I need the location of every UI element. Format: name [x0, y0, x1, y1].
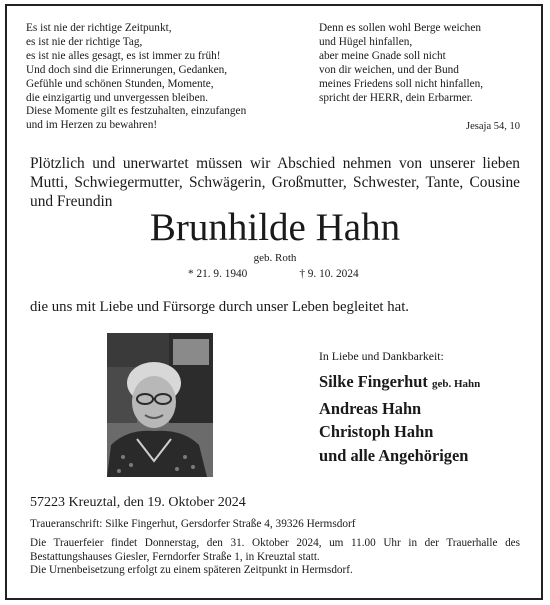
poem-line: es ist nie alles gesagt, es ist immer zu früh!: [26, 49, 221, 62]
life-dates: [188, 268, 359, 280]
verse-line: Denn es sollen wohl Berge weichen: [319, 22, 481, 34]
maiden-name: geb. Roth: [253, 252, 297, 264]
service-line: Die Urnenbeisetzung erfolgt zu einem späteren Zeitpunkt in Hermsdorf.: [30, 564, 353, 577]
verse-line: meines Friedens soll nicht hinfallen,: [319, 77, 484, 90]
intro-text: [30, 154, 520, 211]
poem-line: Es ist nie der richtige Zeitpunkt,: [26, 22, 172, 34]
mourner: und alle Angehörigen: [319, 445, 469, 465]
birth-date: * 21. 9. 1940: [188, 268, 248, 280]
verse-line: aber meine Gnade soll nicht: [319, 49, 446, 62]
bible-verse: [319, 22, 483, 105]
death-date: † 9. 10. 2024: [299, 268, 359, 280]
mourner-nee: geb. Hahn: [431, 378, 481, 390]
tribute-line: die uns mit Liebe und Fürsorge durch unser Leben begleitet hat.: [30, 299, 410, 315]
mourner-name: Silke Fingerhut: [319, 372, 428, 391]
mourner: Andreas Hahn: [319, 398, 422, 418]
intro-line: Plötzlich und unerwartet müssen wir Abschied nehmen von unserer lieben: [30, 155, 520, 172]
poem-line: es ist nie der richtige Tag,: [26, 35, 143, 48]
poem-left: [26, 22, 246, 133]
mourners-list: [319, 370, 480, 467]
service-info: [30, 537, 520, 578]
place-date: 57223 Kreuztal, den 19. Oktober 2024: [30, 495, 246, 510]
verse-line: spricht der HERR, dein Erbarmer.: [319, 91, 473, 104]
mourning-address: Traueranschrift: Silke Fingerhut, Gersdorfer Straße 4, 39326 Hermsdorf: [30, 518, 356, 530]
thanks-intro: In Liebe und Dankbarkeit:: [319, 349, 444, 363]
verse-line: von dir weichen, und der Bund: [319, 63, 459, 76]
poem-line: die einzigartig und unvergessen bleiben.: [26, 91, 209, 104]
intro-line: und Freundin: [30, 193, 113, 210]
service-line: Die Trauerfeier findet Donnerstag, den 31. Oktober 2024, um 11.00 Uhr in der Trauerhalle des: [30, 537, 520, 549]
portrait-photo: [107, 333, 213, 477]
mourner: Christoph Hahn: [319, 422, 434, 441]
verse-reference: Jesaja 54, 10: [466, 121, 520, 132]
mourner: [319, 370, 480, 397]
service-line: Bestattungshauses Giesler, Ferndorfer Straße 1, in Kreuztal statt.: [30, 550, 320, 563]
verse-line: und Hügel hinfallen,: [319, 35, 413, 48]
poem-line: Gefühle und schönen Stunden, Momente,: [26, 77, 214, 90]
poem-line: Diese Momente gilt es festzuhalten, einzufangen: [26, 105, 247, 118]
intro-line: Mutti, Schwiegermutter, Schwägerin, Großmutter, Schwester, Tante, Cousine: [30, 174, 520, 191]
poem-line: Und doch sind die Erinnerungen, Gedanken,: [26, 63, 228, 76]
poem-line: und im Herzen zu bewahren!: [26, 119, 158, 132]
deceased-name: Brunhilde Hahn: [149, 206, 401, 249]
